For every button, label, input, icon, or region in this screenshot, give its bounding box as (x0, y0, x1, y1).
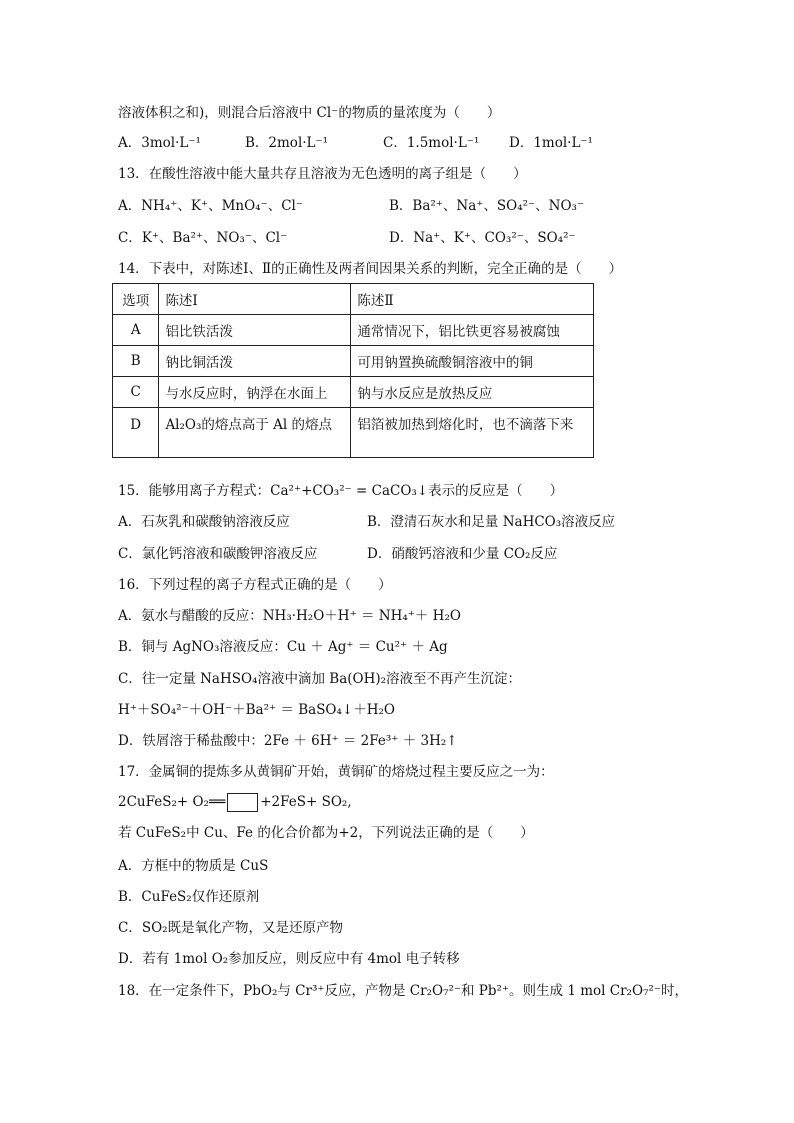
table-header-cell: 陈述Ⅱ (351, 284, 594, 315)
table-row (113, 346, 594, 377)
q13-option-b: B．Ba²⁺、Na⁺、SO₄²⁻、NO₃⁻ (389, 198, 585, 214)
q12-option-c: C．1.5mol·L⁻¹ (383, 135, 480, 151)
q16-option-a: A．氨水与醋酸的反应：NH₃·H₂O＋H⁺ ＝ NH₄⁺＋ H₂O (118, 608, 461, 624)
q16-option-d: D．铁屑溶于稀盐酸中：2Fe ＋ 6H⁺ ＝ 2Fe³⁺ ＋ 3H₂↑ (118, 733, 458, 749)
table-cell: 铝箔被加热到熔化时，也不滴落下来 (351, 408, 594, 458)
q17-option-a: A．方框中的物质是 CuS (118, 858, 269, 874)
table-cell: Al₂O₃的熔点高于 Al 的熔点 (159, 408, 351, 458)
q13-option-d: D．Na⁺、K⁺、CO₃²⁻、SO₄²⁻ (389, 230, 576, 246)
q17-equation-left: 2CuFeS₂+ O₂══ (118, 794, 226, 810)
q12-option-a: A．3mol·L⁻¹ (118, 135, 201, 151)
q12-continuation: 溶液体积之和)，则混合后溶液中 Cl⁻的物质的量浓度为（ ） (118, 105, 501, 121)
table-cell: 可用钠置换硫酸铜溶液中的铜 (351, 346, 594, 377)
q15-option-c: C．氯化钙溶液和碳酸钾溶液反应 (118, 546, 318, 562)
table-header-row (113, 284, 594, 315)
q17-equation-right: +2FeS+ SO₂, (260, 794, 352, 810)
q17-equation (118, 793, 352, 812)
q15-option-a: A．石灰乳和碳酸钠溶液反应 (118, 514, 290, 530)
q16-option-c: C．往一定量 NaHSO₄溶液中滴加 Ba(OH)₂溶液至不再产生沉淀： (118, 671, 522, 687)
q15-option-b: B．澄清石灰水和足量 NaHCO₃溶液反应 (367, 514, 616, 530)
answer-blank-box (227, 793, 258, 812)
table-header-cell: 选项 (113, 284, 159, 315)
q17-option-c: C．SO₂既是氧化产物，又是还原产物 (118, 920, 344, 936)
q16-stem: 16．下列过程的离子方程式正确的是（ ） (118, 577, 392, 593)
q17-option-b: B．CuFeS₂仅作还原剂 (118, 889, 260, 905)
q14-table (112, 283, 594, 458)
table-cell: 通常情况下，铝比铁更容易被腐蚀 (351, 315, 594, 346)
table-cell: 钠比铜活泼 (159, 346, 351, 377)
table-row (113, 377, 594, 408)
q16-option-b: B．铜与 AgNO₃溶液反应：Cu ＋ Ag⁺ ＝ Cu²⁺ ＋ Ag (118, 639, 448, 655)
q12-option-d: D．1mol·L⁻¹ (509, 135, 593, 151)
table-cell: C (113, 377, 159, 408)
q14-stem: 14．下表中，对陈述Ⅰ、Ⅱ的正确性及两者间因果关系的判断，完全正确的是（ ） (118, 261, 623, 277)
q13-stem: 13．在酸性溶液中能大量共存且溶液为无色透明的离子组是（ ） (118, 166, 527, 182)
table-cell: A (113, 315, 159, 346)
q17-condition: 若 CuFeS₂中 Cu、Fe 的化合价都为+2，下列说法正确的是（ ） (118, 825, 534, 841)
q12-option-b: B．2mol·L⁻¹ (245, 135, 329, 151)
table-row (113, 408, 594, 458)
q13-option-a: A．NH₄⁺、K⁺、MnO₄⁻、Cl⁻ (118, 198, 303, 214)
q15-stem: 15．能够用离子方程式：Ca²⁺+CO₃²⁻ = CaCO₃↓表示的反应是（ ） (118, 483, 564, 499)
q13-option-c: C．K⁺、Ba²⁺、NO₃⁻、Cl⁻ (118, 230, 288, 246)
q16-option-c-equation: H⁺＋SO₄²⁻＋OH⁻＋Ba²⁺ ＝ BaSO₄↓＋H₂O (118, 702, 395, 718)
q18-stem: 18．在一定条件下，PbO₂与 Cr³⁺反应，产物是 Cr₂O₇²⁻和 Pb²⁺。则生成 1 mol Cr₂O₇²⁻时， (118, 983, 688, 999)
q15-option-d: D．硝酸钙溶液和少量 CO₂反应 (367, 546, 558, 562)
table-cell: 与水反应时，钠浮在水面上 (159, 377, 351, 408)
table-cell: 钠与水反应是放热反应 (351, 377, 594, 408)
table-cell: D (113, 408, 159, 458)
table-header-cell: 陈述Ⅰ (159, 284, 351, 315)
table-row (113, 315, 594, 346)
table-cell: 铝比铁活泼 (159, 315, 351, 346)
table-cell: B (113, 346, 159, 377)
q17-stem: 17．金属铜的提炼多从黄铜矿开始，黄铜矿的熔烧过程主要反应之一为： (118, 764, 554, 780)
q17-option-d: D．若有 1mol O₂参加反应，则反应中有 4mol 电子转移 (118, 951, 460, 967)
